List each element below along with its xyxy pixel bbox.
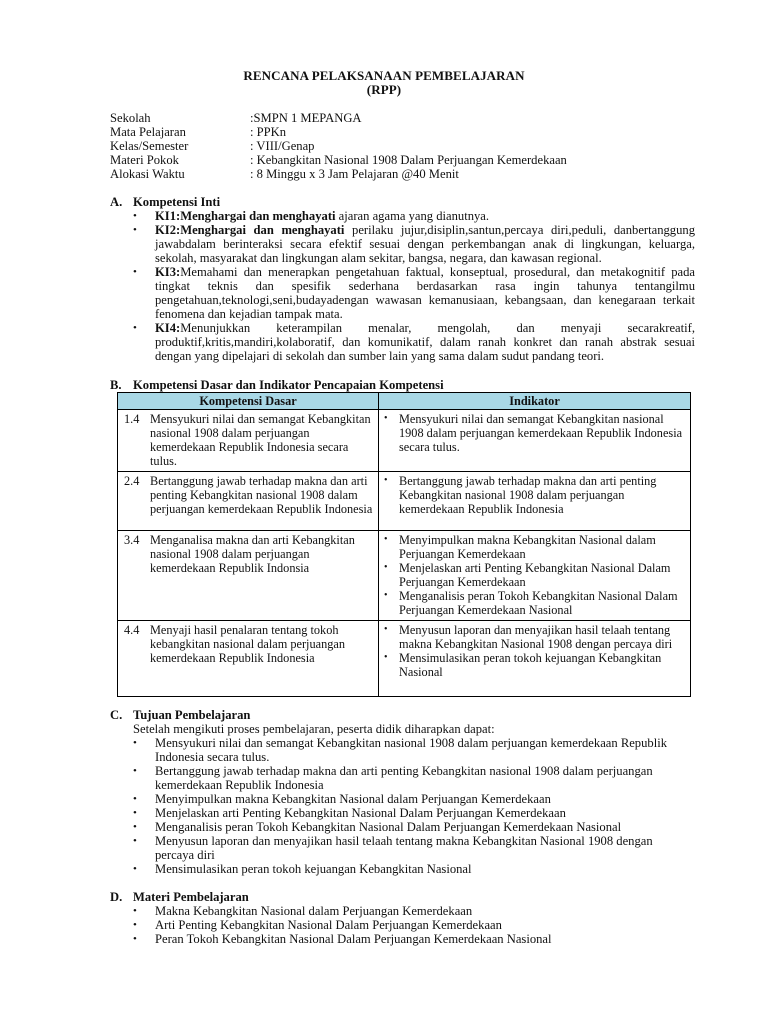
bullet-icon: • xyxy=(384,413,388,424)
column-header-kd: Kompetensi Dasar xyxy=(118,393,379,410)
section-b-heading xyxy=(110,378,444,392)
ki-label: KI1:Menghargai dan menghayati xyxy=(155,209,336,223)
info-value: : PPKn xyxy=(250,125,287,139)
section-letter: C. xyxy=(110,708,123,722)
bullet-icon: • xyxy=(133,821,137,833)
kd-number: 3.4 xyxy=(124,533,140,547)
ki-label: KI4: xyxy=(155,321,181,335)
list-item xyxy=(383,651,686,679)
tujuan-text: Menganalisis peran Tokoh Kebangkitan Nasional Dalam Perjuangan Kemerdekaan Nasional xyxy=(155,820,622,834)
indikator-text: Mensyukuri nilai dan semangat Kebangkitan nasional 1908 dalam perjuangan kemerdekaan Republik Indonesia secara tulus. xyxy=(399,412,683,454)
info-label: Alokasi Waktu xyxy=(110,167,185,181)
list-item xyxy=(133,862,673,876)
kd-cell xyxy=(118,472,379,531)
info-label: Kelas/Semester xyxy=(110,139,189,153)
list-item xyxy=(133,918,673,932)
kd-cell xyxy=(118,621,379,697)
bullet-icon: • xyxy=(384,562,388,573)
bullet-icon: • xyxy=(133,905,137,917)
bullet-icon: • xyxy=(133,765,137,777)
section-letter: D. xyxy=(110,890,123,904)
bullet-icon: • xyxy=(133,835,137,847)
bullet-icon: • xyxy=(133,863,137,875)
info-row-kelas-semester xyxy=(110,139,567,153)
list-item xyxy=(133,209,695,223)
list-item xyxy=(133,265,695,321)
ki-text: ajaran agama yang dianutnya. xyxy=(335,209,490,223)
list-item xyxy=(383,561,686,589)
document-subtitle: (RPP) xyxy=(366,82,402,97)
bullet-icon: • xyxy=(133,322,137,334)
info-value: : Kebangkitan Nasional 1908 Dalam Perjuangan Kemerdekaan xyxy=(250,153,567,167)
indikator-text: Menyimpulkan makna Kebangkitan Nasional dalam Perjuangan Kemerdekaan xyxy=(399,533,656,561)
table-row xyxy=(118,410,691,472)
bullet-icon: • xyxy=(133,919,137,931)
section-title: Tujuan Pembelajaran xyxy=(133,708,251,722)
indikator-text: Menganalisis peran Tokoh Kebangkitan Nasional Dalam Perjuangan Kemerdekaan Nasional xyxy=(399,589,678,617)
bullet-icon: • xyxy=(133,807,137,819)
list-item xyxy=(133,736,673,764)
info-row-materi-pokok xyxy=(110,153,567,167)
list-item xyxy=(133,321,695,363)
kd-number: 1.4 xyxy=(124,412,140,426)
bullet-icon: • xyxy=(384,475,388,486)
info-row-sekolah xyxy=(110,111,567,125)
ki-label: KI2:Menghargai dan menghayati xyxy=(155,223,345,237)
bullet-icon: • xyxy=(384,534,388,545)
list-item xyxy=(133,932,673,946)
section-a-heading xyxy=(110,195,220,209)
materi-text: Peran Tokoh Kebangkitan Nasional Dalam Perjuangan Kemerdekaan Nasional xyxy=(155,932,552,946)
bullet-icon: • xyxy=(133,210,137,222)
list-item xyxy=(133,834,673,862)
info-label: Mata Pelajaran xyxy=(110,125,186,139)
kd-text: Menyaji hasil penalaran tentang tokoh kebangkitan nasional dalam perjuangan kemerdekaan Republik Indonesia xyxy=(150,623,345,665)
tujuan-text: Menyimpulkan makna Kebangkitan Nasional dalam Perjuangan Kemerdekaan xyxy=(155,792,551,806)
tujuan-text: Mensimulasikan peran tokoh kejuangan Kebangkitan Nasional xyxy=(155,862,472,876)
list-item xyxy=(133,792,673,806)
kd-text: Menganalisa makna dan arti Kebangkitan nasional 1908 dalam perjuangan kemerdekaan Republik Indonsia xyxy=(150,533,355,575)
tujuan-intro: Setelah mengikuti proses pembelajaran, peserta didik diharapkan dapat: xyxy=(133,722,495,736)
tujuan-list xyxy=(133,736,673,876)
bullet-icon: • xyxy=(133,266,137,278)
ki-text: Memahami dan menerapkan pengetahuan faktual, konseptual, prosedural, dan metakognitif pada tingkat teknis dan spesifik sederhana berdasarkan rasa ingin tahunya tentangilmu pengetahuan,teknologi,seni,budayadengan wawasan kemanusiaan, kebangsaan, dan kenegaraan terkait fenomena dan kejadian tampak mata. xyxy=(155,265,695,321)
info-label: Materi Pokok xyxy=(110,153,179,167)
bullet-icon: • xyxy=(133,933,137,945)
list-item xyxy=(383,589,686,617)
section-title: Kompetensi Dasar dan Indikator Pencapaian Kompetensi xyxy=(133,378,444,392)
list-item xyxy=(383,533,686,561)
kompetensi-inti-list xyxy=(133,209,695,363)
indikator-text: Bertanggung jawab terhadap makna dan arti penting Kebangkitan nasional 1908 dalam perjuangan kemerdekaan Republik Indonesia xyxy=(399,474,657,516)
list-item xyxy=(133,820,673,834)
indikator-cell xyxy=(379,410,691,472)
info-row-mata-pelajaran xyxy=(110,125,567,139)
indikator-text: Menjelaskan arti Penting Kebangkitan Nasional Dalam Perjuangan Kemerdekaan xyxy=(399,561,671,589)
materi-text: Arti Penting Kebangkitan Nasional Dalam Perjuangan Kemerdekaan xyxy=(155,918,502,932)
document-title: RENCANA PELAKSANAAN PEMBELAJARAN xyxy=(243,68,525,83)
list-item xyxy=(133,904,673,918)
list-item xyxy=(383,412,686,454)
list-item xyxy=(133,764,673,792)
kd-number: 2.4 xyxy=(124,474,140,488)
bullet-icon: • xyxy=(384,652,388,663)
kd-number: 4.4 xyxy=(124,623,140,637)
materi-list xyxy=(133,904,673,946)
info-label: Sekolah xyxy=(110,111,151,125)
table-row xyxy=(118,621,691,697)
ki-label: KI3: xyxy=(155,265,181,279)
bullet-icon: • xyxy=(133,737,137,749)
tujuan-text: Mensyukuri nilai dan semangat Kebangkitan nasional 1908 dalam perjuangan kemerdekaan Republik Indonesia secara tulus. xyxy=(155,736,667,764)
kd-cell xyxy=(118,531,379,621)
info-value: : VIII/Genap xyxy=(250,139,315,153)
section-letter: B. xyxy=(110,378,122,392)
tujuan-text: Bertanggung jawab terhadap makna dan arti penting Kebangkitan nasional 1908 dalam perjuangan kemerdekaan Republik Indonesia xyxy=(155,764,653,792)
section-d-heading xyxy=(110,890,249,904)
materi-text: Makna Kebangkitan Nasional dalam Perjuangan Kemerdekaan xyxy=(155,904,473,918)
section-title: Kompetensi Inti xyxy=(133,195,221,209)
column-header-indikator: Indikator xyxy=(379,393,691,410)
table-header-row xyxy=(118,393,691,410)
bullet-icon: • xyxy=(133,224,137,236)
info-value: : 8 Minggu x 3 Jam Pelajaran @40 Menit xyxy=(250,167,459,181)
kd-text: Mensyukuri nilai dan semangat Kebangkitan nasional 1908 dalam perjuangan kemerdekaan Republik Indonesia secara tulus. xyxy=(150,412,371,468)
indikator-text: Menyusun laporan dan menyajikan hasil telaah tentang makna Kebangkitan Nasional 1908 dengan percaya diri xyxy=(399,623,673,651)
ki-text: perilaku jujur,disiplin,santun,percaya diri,peduli, danbertanggung jawabdalam berinteraksi secara efektif sesuai dengan perkembangan anak di lingkungan, keluarga, sekolah, masyarakat dan lingkungan alam sekitar, bangsa, negara, dan kawasan regional. xyxy=(155,223,695,265)
indikator-cell xyxy=(379,621,691,697)
indikator-cell xyxy=(379,472,691,531)
info-row-alokasi-waktu xyxy=(110,167,567,181)
bullet-icon: • xyxy=(384,624,388,635)
bullet-icon: • xyxy=(133,793,137,805)
ki-text: Menunjukkan keterampilan menalar, mengolah, dan menyaji secarakreatif, produktif,kritis,mandiri,kolaboratif, dan komunikatif, dalam ranah konkret dan ranah abstrak sesuai dengan yang dipelajari di sekolah dan sumber lain yang sama dalam sudut pandang teori. xyxy=(155,321,695,363)
kd-text: Bertanggung jawab terhadap makna dan arti penting Kebangkitan nasional 1908 dalam perjuangan kemerdekaan Republik Indonesia xyxy=(150,474,373,516)
list-item xyxy=(133,806,673,820)
kd-indikator-table xyxy=(117,392,691,697)
tujuan-text: Menyusun laporan dan menyajikan hasil telaah tentang makna Kebangkitan Nasional 1908 dengan percaya diri xyxy=(155,834,653,862)
list-item xyxy=(383,474,686,516)
list-item xyxy=(383,623,686,651)
bullet-icon: • xyxy=(384,590,388,601)
info-value: :SMPN 1 MEPANGA xyxy=(250,111,362,125)
indikator-text: Mensimulasikan peran tokoh kejuangan Kebangkitan Nasional xyxy=(399,651,662,679)
identity-block xyxy=(110,111,567,181)
section-c-heading xyxy=(110,708,250,722)
table-row xyxy=(118,531,691,621)
tujuan-text: Menjelaskan arti Penting Kebangkitan Nasional Dalam Perjuangan Kemerdekaan xyxy=(155,806,566,820)
section-letter: A. xyxy=(110,195,123,209)
section-title: Materi Pembelajaran xyxy=(133,890,249,904)
table-row xyxy=(118,472,691,531)
indikator-cell xyxy=(379,531,691,621)
kd-cell xyxy=(118,410,379,472)
list-item xyxy=(133,223,695,265)
